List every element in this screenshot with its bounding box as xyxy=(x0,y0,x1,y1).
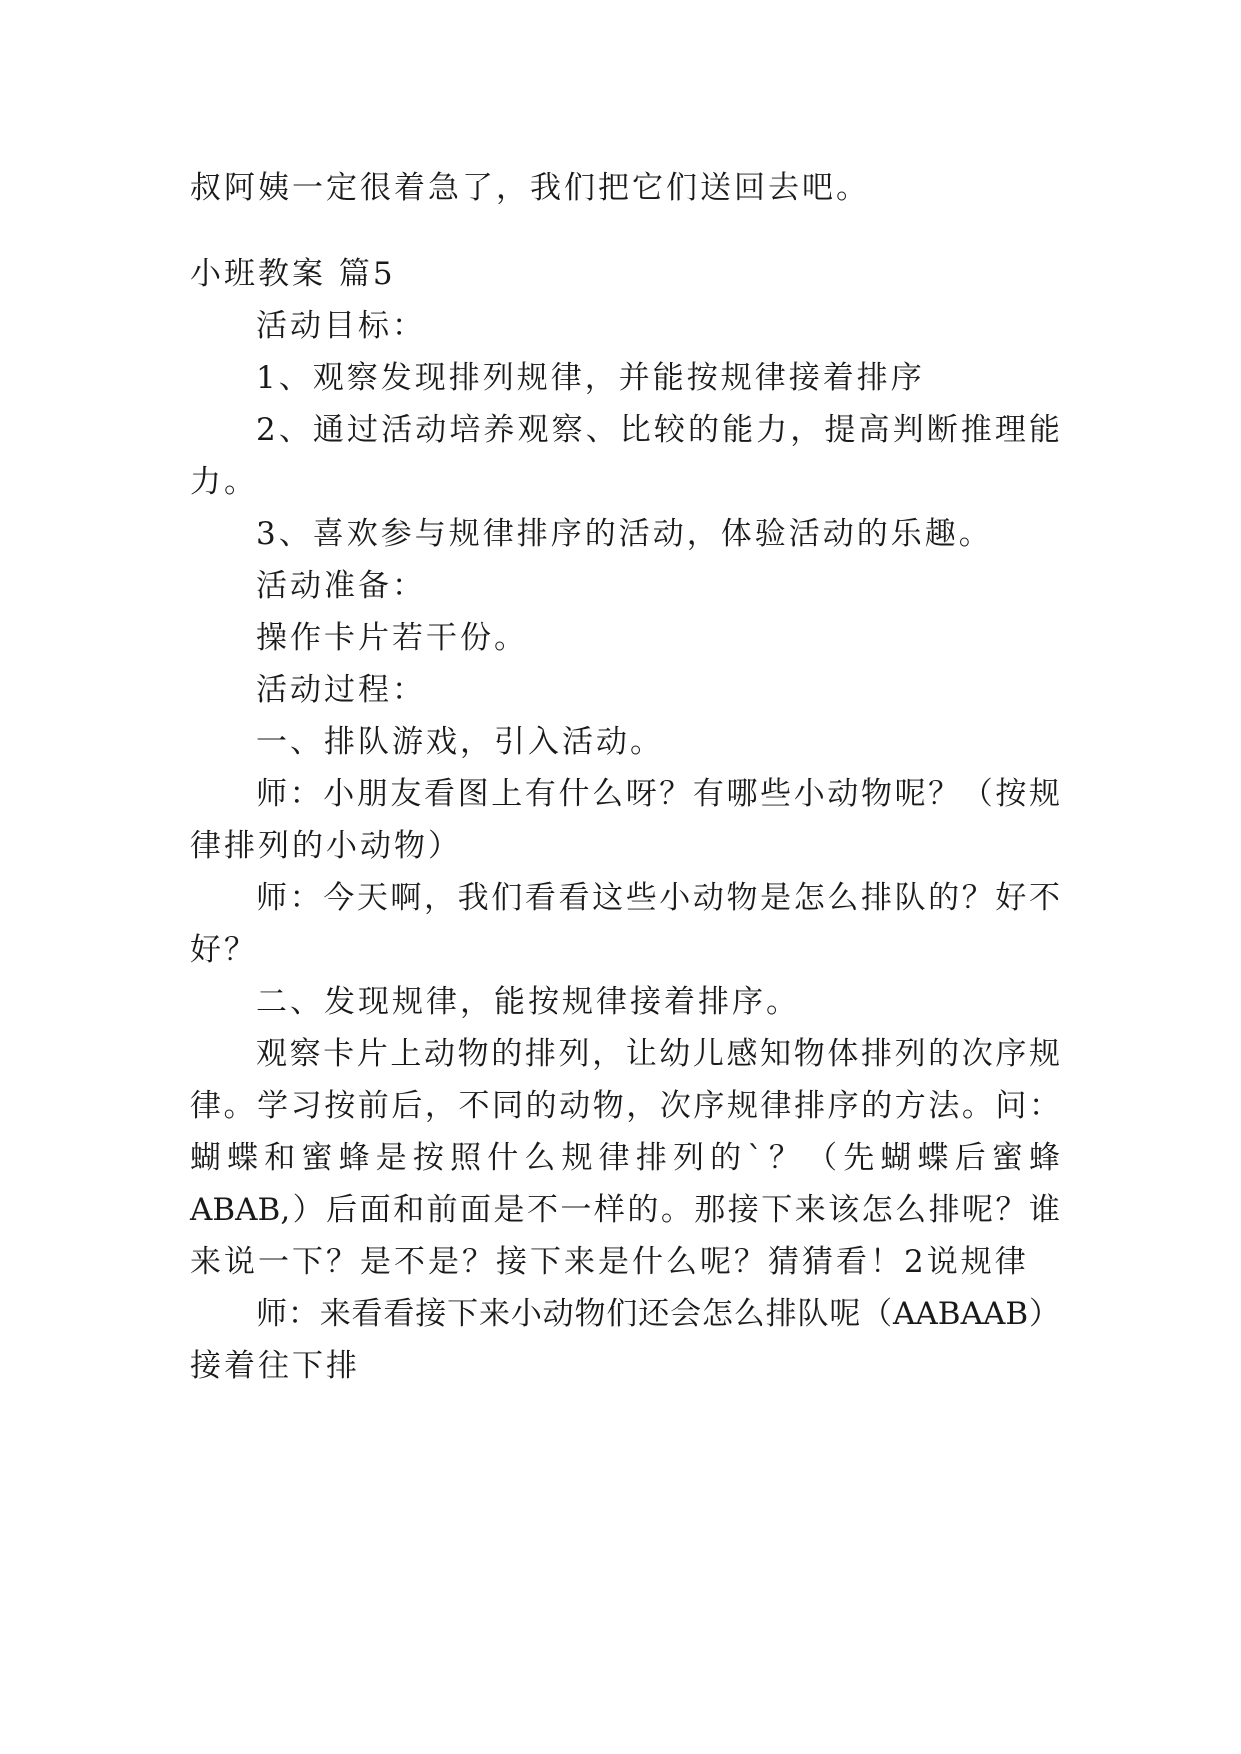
process-step-1: 一、排队游戏，引入活动。 xyxy=(256,724,664,760)
paragraph-line: 好？ xyxy=(190,932,258,968)
paragraph-line: 蝴蝶和蜜蜂是按照什么规律排列的`？（先蝴蝶后蜜蜂 xyxy=(190,1140,1060,1176)
paragraph-line: 叔阿姨一定很着急了，我们把它们送回去吧。 xyxy=(190,170,870,206)
paragraph-line: ABAB,）后面和前面是不一样的。那接下来该怎么排呢？谁 xyxy=(190,1192,1060,1228)
heading-activity-process: 活动过程： xyxy=(256,672,426,708)
goal-item-3: 3、喜欢参与规律排序的活动，体验活动的乐趣。 xyxy=(256,516,993,552)
paragraph-line: 接着往下排 xyxy=(190,1348,360,1384)
paragraph-line: 师：小朋友看图上有什么呀？有哪些小动物呢？（按规 xyxy=(256,776,1060,812)
goal-item-1: 1、观察发现排列规律，并能按规律接着排序 xyxy=(256,360,925,396)
paragraph-line: 来说一下？是不是？接下来是什么呢？猜猜看！2说规律 xyxy=(190,1244,1029,1280)
goal-item-2: 2、通过活动培养观察、比较的能力，提高判断推理能 xyxy=(256,412,1060,448)
paragraph-line: 律排列的小动物） xyxy=(190,828,462,864)
paragraph-line: 师：来看看接下来小动物们还会怎么排队呢（AABAAB） xyxy=(256,1296,1060,1332)
preparation-text: 操作卡片若干份。 xyxy=(256,620,528,656)
goal-item-2-continued: 力。 xyxy=(190,464,258,500)
paragraph-line: 律。学习按前后，不同的动物，次序规律排序的方法。问： xyxy=(190,1088,1060,1124)
paragraph-line: 观察卡片上动物的排列，让幼儿感知物体排列的次序规 xyxy=(256,1036,1060,1072)
paragraph-line: 师：今天啊，我们看看这些小动物是怎么排队的？好不 xyxy=(256,880,1060,916)
heading-activity-preparation: 活动准备： xyxy=(256,568,426,604)
heading-activity-goals: 活动目标： xyxy=(256,308,426,344)
process-step-2: 二、发现规律，能按规律接着排序。 xyxy=(256,984,800,1020)
section-title: 小班教案 篇5 xyxy=(190,256,396,292)
